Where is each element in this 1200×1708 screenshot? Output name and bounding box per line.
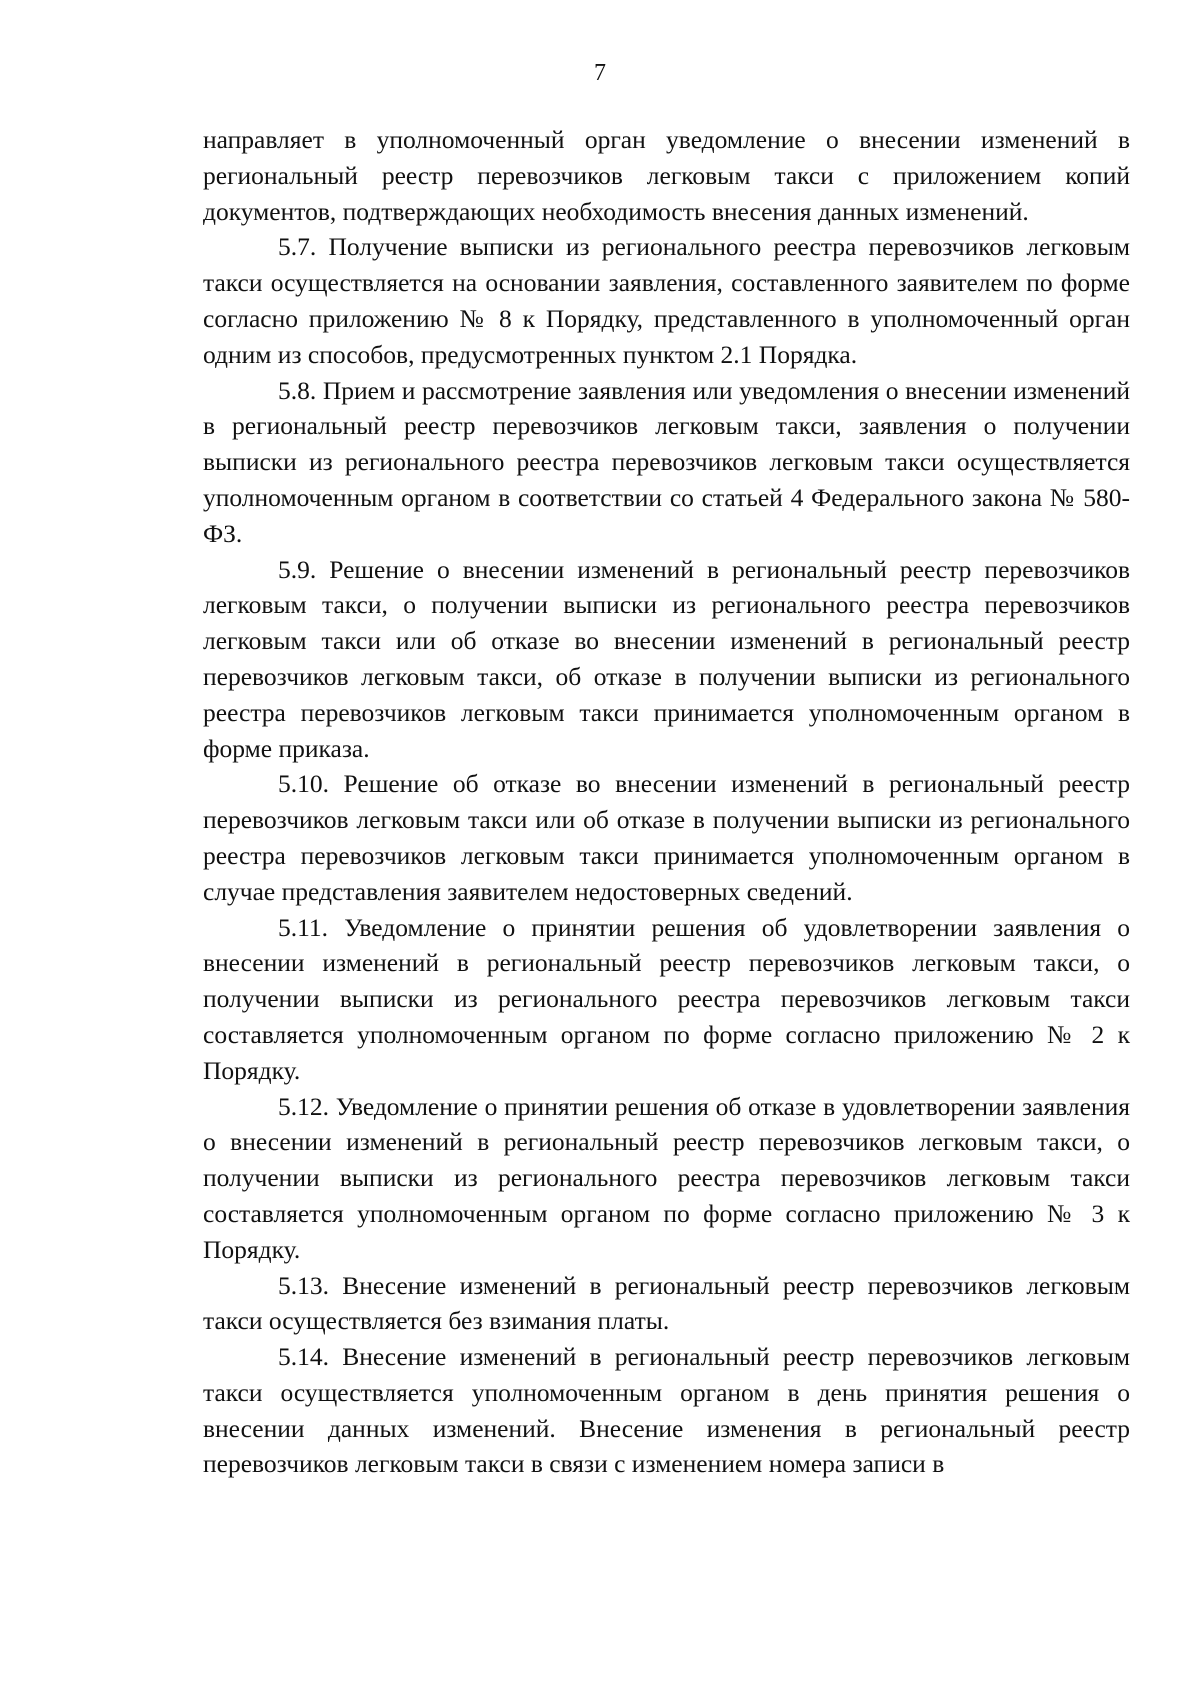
paragraph-5-14: 5.14. Внесение изменений в региональный реестр перевозчиков легковым такси осуществляется уполномоченным органом в день принятия решения о внесении данных изменений. Внесение изменения в региональный реестр перевозчиков легковым такси в связи с изменением номера записи в [203,1342,1130,1479]
document-body [203,122,1130,1482]
paragraph-5-10: 5.10. Решение об отказе во внесении изменений в региональный реестр перевозчиков легковым такси или об отказе в получении выписки из регионального реестра перевозчиков легковым такси принимается уполномоченным органом в случае представления заявителем недостоверных сведений. [203,769,1130,906]
paragraph-5-7: 5.7. Получение выписки из регионального реестра перевозчиков легковым такси осуществляется на основании заявления, составленного заявителем по форме согласно приложению № 8 к Порядку, представленного в уполномоченный орган одним из способов, предусмотренных пунктом 2.1 Порядка. [203,232,1130,369]
page-number: 7 [594,60,606,86]
paragraph-5-13: 5.13. Внесение изменений в региональный реестр перевозчиков легковым такси осуществляется без взимания платы. [203,1270,1130,1336]
paragraph-5-11: 5.11. Уведомление о принятии решения об удовлетворении заявления о внесении изменений в региональный реестр перевозчиков легковым такси, о получении выписки из регионального реестра перевозчиков легковым такси составляется уполномоченным органом по форме согласно приложению № 2 к Порядку. [203,912,1130,1085]
paragraph-5-12: 5.12. Уведомление о принятии решения об отказе в удовлетворении заявления о внесении изменений в региональный реестр перевозчиков легковым такси, о получении выписки из регионального реестра перевозчиков легковым такси составляется уполномоченным органом по форме согласно приложению № 3 к Порядку. [203,1091,1130,1264]
paragraph-continuation: направляет в уполномоченный орган уведомление о внесении изменений в региональный реестр перевозчиков легковым такси с приложением копий документов, подтверждающих необходимость внесения данных изменений. [203,125,1130,226]
paragraph-5-8: 5.8. Прием и рассмотрение заявления или уведомления о внесении изменений в региональный реестр перевозчиков легковым такси, заявления о получении выписки из регионального реестра перевозчиков легковым такси осуществляется уполномоченным органом в соответствии со статьей 4 Федерального закона № 580-ФЗ. [203,375,1130,548]
paragraph-5-9: 5.9. Решение о внесении изменений в региональный реестр перевозчиков легковым такси, о получении выписки из регионального реестра перевозчиков легковым такси или об отказе во внесении изменений в региональный реестр перевозчиков легковым такси, об отказе в получении выписки из регионального реестра перевозчиков легковым такси принимается уполномоченным органом в форме приказа. [203,554,1130,763]
